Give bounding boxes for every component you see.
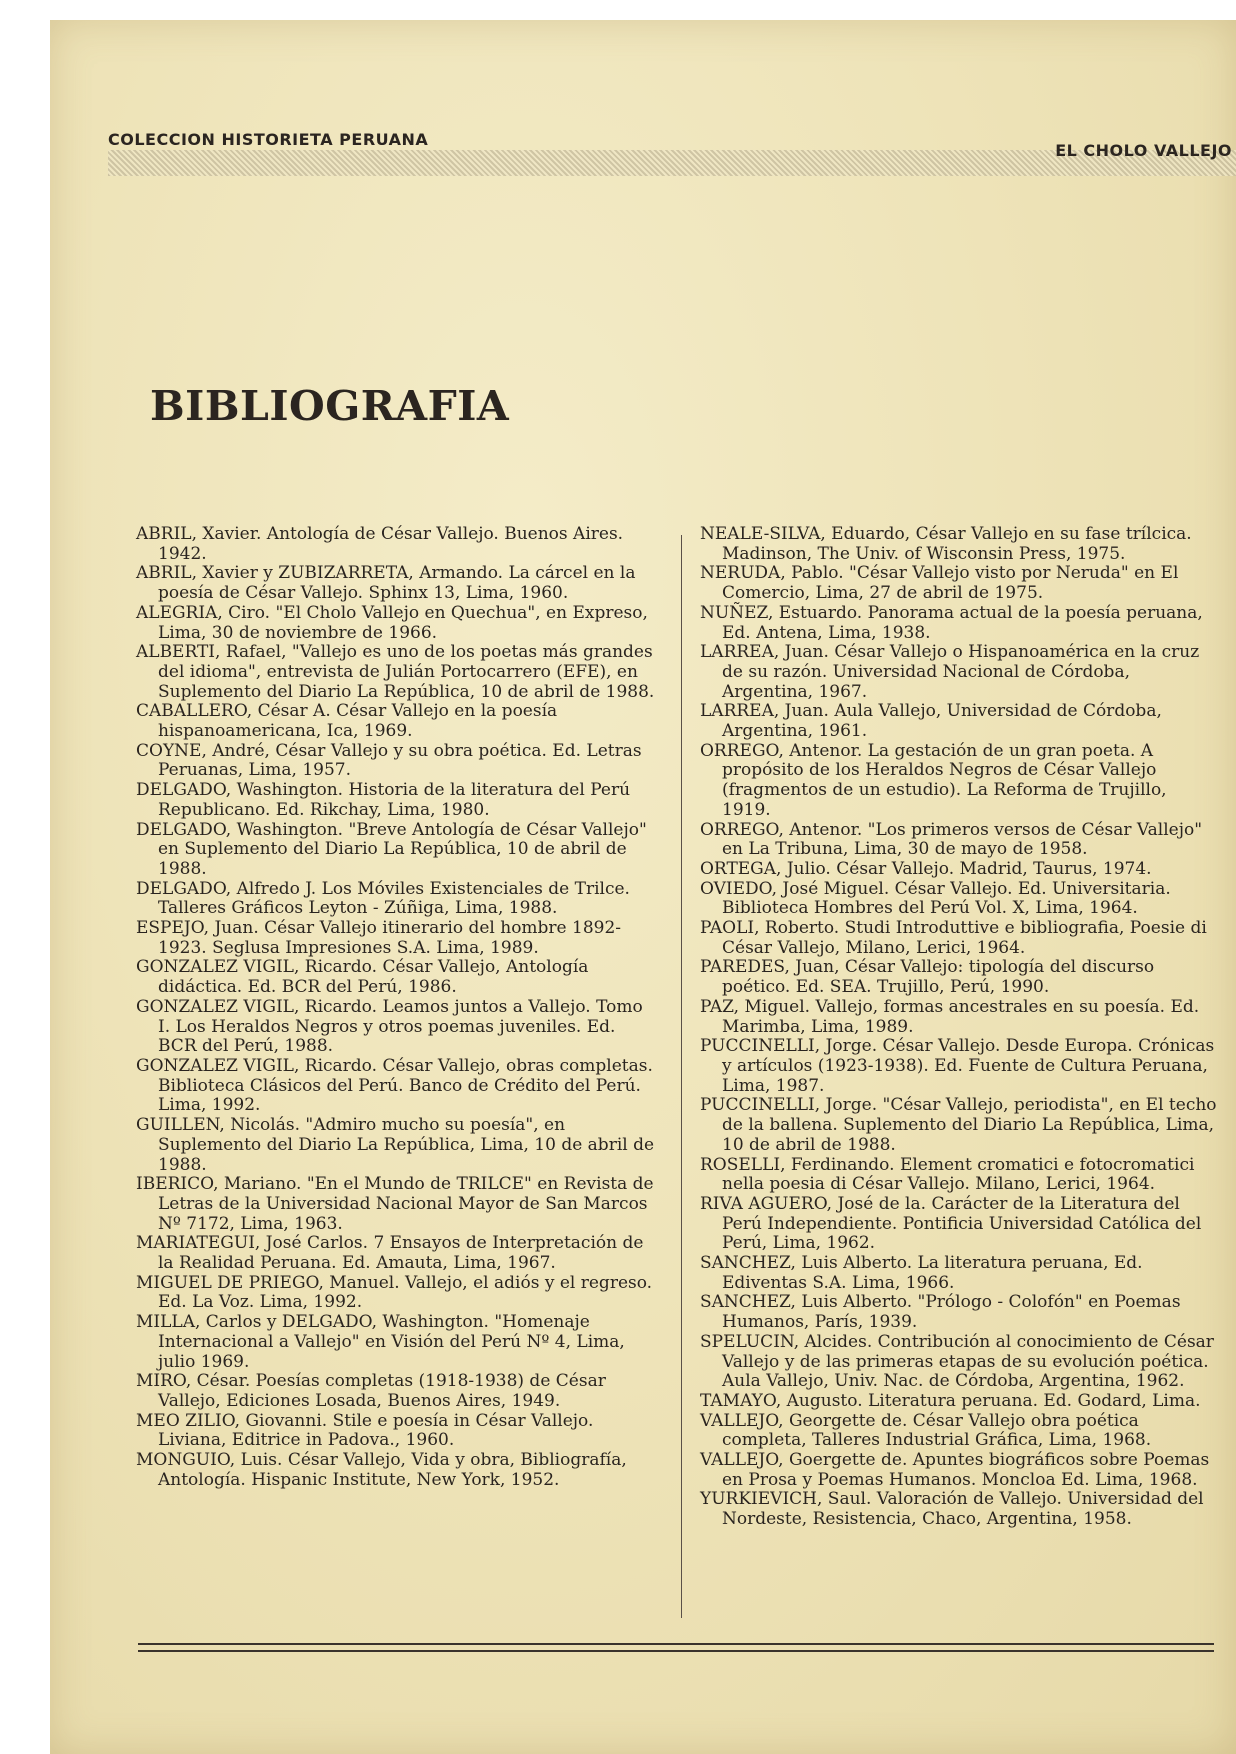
bibliography-entry	[136, 1057, 656, 1116]
entry-author: PUCCINELLI, Jorge.	[700, 1095, 878, 1116]
entry-author: PAOLI, Roberto.	[700, 918, 840, 939]
bibliography-entry	[136, 958, 656, 997]
bibliography-entry	[136, 919, 656, 958]
bottom-rule	[138, 1643, 1214, 1652]
entry-citation: "Los primeros versos de César Vallejo" en La Tribuna, Lima, 30 de mayo de 1958.	[722, 819, 1203, 860]
entry-citation: "Admiro mucho su poesía", en Suplemento del Diario La República, Lima, 10 de abril de 1988.	[158, 1115, 655, 1175]
entry-author: MIGUEL DE PRIEGO, Manuel.	[136, 1272, 400, 1293]
bibliography-entry	[700, 1490, 1220, 1529]
bibliography-entry	[700, 604, 1220, 643]
entry-citation: Aula Vallejo, Universidad de Córdoba, Argentina, 1961.	[722, 701, 1162, 742]
bibliography-entry	[700, 1195, 1220, 1254]
entry-citation: César Vallejo: tipología del discurso poético. Ed. SEA. Trujillo, Perú, 1990.	[722, 957, 1155, 998]
bibliography-entry	[700, 564, 1220, 603]
entry-citation: Valoración de Vallejo. Universidad del Nordeste, Resistencia, Chaco, Argentina, 1958.	[722, 1489, 1204, 1530]
entry-citation: Literatura peruana. Ed. Godard, Lima.	[868, 1390, 1201, 1411]
entry-author: YURKIEVICH, Saul.	[700, 1489, 872, 1510]
entry-citation: Historia de la literatura del Perú Republicano. Ed. Rikchay, Lima, 1980.	[158, 780, 631, 820]
bibliography-entry	[136, 998, 656, 1057]
entry-citation: César Vallejo obra poética completa, Talleres Industrial Gráfica, Lima, 1968.	[722, 1410, 1152, 1451]
entry-author: ABRIL, Xavier.	[136, 524, 262, 544]
entry-citation: Panorama actual de la poesía peruana, Ed. Antena, Lima, 1938.	[722, 602, 1203, 643]
bibliography-entry	[700, 1037, 1220, 1096]
bibliography-entry	[700, 1392, 1220, 1412]
bibliography-entry	[136, 702, 656, 741]
entry-author: DELGADO, Washington.	[136, 780, 344, 801]
entry-citation: 7 Ensayos de Interpretación de la Realidad Peruana. Ed. Amauta, Lima, 1967.	[158, 1233, 644, 1274]
bibliography-entry	[136, 1175, 656, 1234]
entry-citation: La literatura peruana, Ed. Ediventas S.A. Lima, 1966.	[722, 1253, 1143, 1293]
bibliography-entry	[136, 604, 656, 643]
entry-citation: Studi Introduttive e bibliografia, Poesie di César Vallejo, Milano, Lerici, 1964.	[722, 918, 1207, 958]
entry-author: MEO ZILIO, Giovanni.	[136, 1410, 328, 1431]
entry-citation: César Vallejo. Desde Europa. Crónicas y artículos (1923-1938). Ed. Fuente de Cultura Peruana, Lima, 1987.	[722, 1036, 1215, 1096]
entry-author: PAZ, Miguel.	[700, 996, 811, 1017]
entry-author: DELGADO, Washington.	[136, 819, 344, 840]
entry-citation: César Vallejo. Ed. Universitaria. Biblioteca Hombres del Perú Vol. X, Lima, 1964.	[722, 878, 1171, 919]
entry-author: RIVA AGUERO, José de la.	[700, 1193, 927, 1214]
entry-author: OVIEDO, José Miguel.	[700, 878, 890, 899]
entry-author: DELGADO, Alfredo J.	[136, 878, 317, 899]
bibliography-entry	[136, 1274, 656, 1313]
entry-author: ROSELLI, Ferdinando.	[700, 1154, 895, 1175]
entry-author: IBERICO, Mariano.	[136, 1174, 302, 1195]
bibliography-entry	[700, 998, 1220, 1037]
entry-citation: César Vallejo, Vida y obra, Bibliografía, Antología. Hispanic Institute, New York, 1952.	[158, 1450, 627, 1490]
entry-author: PUCCINELLI, Jorge.	[700, 1036, 878, 1057]
bibliography-entry	[700, 880, 1220, 919]
header-book-title: EL CHOLO VALLEJO	[1055, 141, 1232, 160]
entry-author: VALLEJO, Georgette de.	[700, 1410, 908, 1431]
entry-citation: "En el Mundo de TRILCE" en Revista de Letras de la Universidad Nacional Mayor de San Marcos Nº 7172, Lima, 1963.	[158, 1174, 654, 1234]
entry-author: SANCHEZ, Luis Alberto.	[700, 1253, 913, 1274]
entry-author: TAMAYO, Augusto.	[700, 1390, 863, 1411]
entry-author: CABALLERO, César A.	[136, 701, 331, 722]
entry-author: ABRIL, Xavier y ZUBIZARRETA, Armando.	[136, 563, 504, 584]
entry-author: NUÑEZ, Estuardo.	[700, 602, 863, 623]
bibliography-entry	[700, 958, 1220, 997]
entry-citation: César Vallejo en su fase trílcica. Madinson, The Univ. of Wisconsin Press, 1975.	[722, 524, 1192, 564]
bibliography-entry	[700, 1412, 1220, 1451]
entry-author: ALBERTI, Rafael,	[136, 642, 287, 663]
bibliography-entry	[700, 643, 1220, 702]
bibliography-entry	[136, 1412, 656, 1451]
bibliography-entry	[136, 1372, 656, 1411]
bibliography-entry	[136, 525, 656, 564]
bibliography-entry	[700, 1096, 1220, 1155]
entry-author: GUILLEN, Nicolás.	[136, 1115, 300, 1136]
entry-citation: Los Móviles Existenciales de Trilce. Talleres Gráficos Leyton - Zúñiga, Lima, 1988.	[158, 878, 630, 919]
entry-citation: "César Vallejo visto por Neruda" en El Comercio, Lima, 27 de abril de 1975.	[722, 563, 1179, 604]
bibliography-entry	[700, 525, 1220, 564]
entry-citation: "Homenaje Internacional a Vallejo" en Visión del Perú Nº 4, Lima, julio 1969.	[158, 1312, 625, 1372]
bibliography-entry	[700, 1293, 1220, 1332]
bibliography-entry	[700, 821, 1220, 860]
entry-citation: César Vallejo. Madrid, Taurus, 1974.	[836, 858, 1152, 879]
bibliography-entry	[136, 1313, 656, 1372]
bibliography-entry	[700, 1254, 1220, 1293]
bibliography-entry	[700, 702, 1220, 741]
entry-author: ALEGRIA, Ciro.	[136, 602, 271, 623]
entry-citation: Apuntes biográficos sobre Poemas en Prosa y Poemas Humanos. Moncloa Ed. Lima, 1968.	[722, 1450, 1210, 1490]
bibliography-entry	[136, 880, 656, 919]
bibliography-entry	[136, 742, 656, 781]
entry-author: MILLA, Carlos y DELGADO, Washington.	[136, 1312, 489, 1333]
entry-citation: Vallejo, el adiós y el regreso. Ed. La Voz. Lima, 1992.	[158, 1272, 653, 1313]
bibliography-entry	[136, 1234, 656, 1273]
entry-citation: Antología de César Vallejo. Buenos Aires. 1942.	[158, 524, 624, 564]
entry-author: LARREA, Juan.	[700, 701, 829, 722]
entry-author: PAREDES, Juan,	[700, 957, 840, 978]
bibliography-entry	[136, 1116, 656, 1175]
entry-author: ORTEGA, Julio.	[700, 858, 831, 879]
entry-citation: César Vallejo o Hispanoamérica en la cruz de su razón. Universidad Nacional de Córdoba, Argentina, 1967.	[722, 642, 1200, 702]
header-series-title: COLECCION HISTORIETA PERUANA	[108, 130, 429, 149]
bibliography-entry	[136, 643, 656, 702]
bibliography-entry	[136, 781, 656, 820]
entry-citation: "César Vallejo, periodista", en El techo de la ballena. Suplemento del Diario La República, Lima, 10 de abril de 1988.	[722, 1095, 1217, 1155]
entry-citation: Carácter de la Literatura del Perú Independiente. Pontificia Universidad Católica del Perú, Lima, 1962.	[722, 1193, 1202, 1254]
entry-citation: "Breve Antología de César Vallejo" en Suplemento del Diario La República, 10 de abril de 1988.	[158, 819, 647, 879]
entry-citation: César Vallejo en la poesía hispanoamericana, Ica, 1969.	[158, 701, 558, 742]
column-divider	[681, 535, 682, 1618]
entry-author: SANCHEZ, Luis Alberto.	[700, 1292, 913, 1313]
entry-author: LARREA, Juan.	[700, 642, 829, 663]
entry-citation: César Vallejo itinerario del hombre 1892-1923. Seglusa Impresiones S.A. Lima, 1989.	[158, 918, 622, 958]
entry-author: GONZALEZ VIGIL, Ricardo.	[136, 957, 378, 978]
entry-citation: Contribución al conocimiento de César Vallejo y de las primeras etapas de su evolución poética. Aula Vallejo, Univ. Nac. de Córdoba, Argentina, 1962.	[722, 1331, 1214, 1392]
bibliography-right-column	[700, 525, 1220, 1530]
bibliography-entry	[136, 821, 656, 880]
bibliography-entry	[136, 564, 656, 603]
bibliography-entry	[700, 1451, 1220, 1490]
entry-author: MARIATEGUI, José Carlos.	[136, 1233, 369, 1254]
entry-author: VALLEJO, Goergette de.	[700, 1450, 908, 1471]
bibliography-entry	[700, 1333, 1220, 1392]
entry-citation: "Prólogo - Colofón" en Poemas Humanos, París, 1939.	[722, 1292, 1181, 1333]
entry-citation: Element cromatici e fotocromatici nella poesia di César Vallejo. Milano, Lerici, 1964.	[722, 1154, 1195, 1195]
bibliography-left-column	[136, 525, 656, 1490]
entry-author: SPELUCIN, Alcides.	[700, 1331, 873, 1352]
bibliography-entry	[700, 742, 1220, 821]
entry-author: NEALE-SILVA, Eduardo,	[700, 524, 911, 544]
entry-citation: "Vallejo es uno de los poetas más grandes del idioma", entrevista de Julián Portocarrero (EFE), en Suplemento del Diario La República, 10 de abril de 1988.	[158, 642, 655, 702]
entry-citation: Stile e poesía in César Vallejo. Liviana, Editrice in Padova., 1960.	[158, 1410, 594, 1451]
entry-author: GONZALEZ VIGIL, Ricardo.	[136, 996, 378, 1017]
entry-citation: César Vallejo, Antología didáctica. Ed. BCR del Perú, 1986.	[158, 957, 589, 998]
entry-author: NERUDA, Pablo.	[700, 563, 844, 584]
entry-citation: Vallejo, formas ancestrales en su poesía. Ed. Marimba, Lima, 1989.	[722, 996, 1200, 1037]
entry-citation: "El Cholo Vallejo en Quechua", en Expreso, Lima, 30 de noviembre de 1966.	[158, 602, 648, 643]
entry-citation: César Vallejo, obras completas. Biblioteca Clásicos del Perú. Banco de Crédito del Perú. Lima, 1992.	[158, 1055, 653, 1116]
entry-author: ORREGO, Antenor.	[700, 740, 863, 761]
bibliography-entry	[136, 1451, 656, 1490]
entry-author: MONGUIO, Luis.	[136, 1450, 283, 1471]
entry-author: GONZALEZ VIGIL, Ricardo.	[136, 1055, 378, 1076]
bibliography-entry	[700, 919, 1220, 958]
entry-citation: La cárcel en la poesía de César Vallejo. Sphinx 13, Lima, 1960.	[158, 563, 636, 604]
entry-citation: Leamos juntos a Vallejo. Tomo I. Los Heraldos Negros y otros poemas juveniles. Ed. BCR del Perú, 1988.	[158, 996, 643, 1057]
entry-citation: Poesías completas (1918-1938) de César Vallejo, Ediciones Losada, Buenos Aires, 1949.	[158, 1371, 606, 1411]
entry-author: COYNE, André,	[136, 740, 270, 761]
entry-author: ESPEJO, Juan.	[136, 918, 259, 939]
bibliography-entry	[700, 1156, 1220, 1195]
entry-citation: César Vallejo y su obra poética. Ed. Letras Peruanas, Lima, 1957.	[158, 740, 642, 781]
entry-author: MIRO, César.	[136, 1371, 251, 1392]
bibliography-entry	[700, 860, 1220, 880]
page-title: BIBLIOGRAFIA	[150, 382, 510, 430]
entry-author: ORREGO, Antenor.	[700, 819, 863, 840]
entry-citation: La gestación de un gran poeta. A propósito de los Heraldos Negros de César Vallejo (fragmentos de un estudio). La Reforma de Trujillo, 1919.	[722, 740, 1167, 820]
